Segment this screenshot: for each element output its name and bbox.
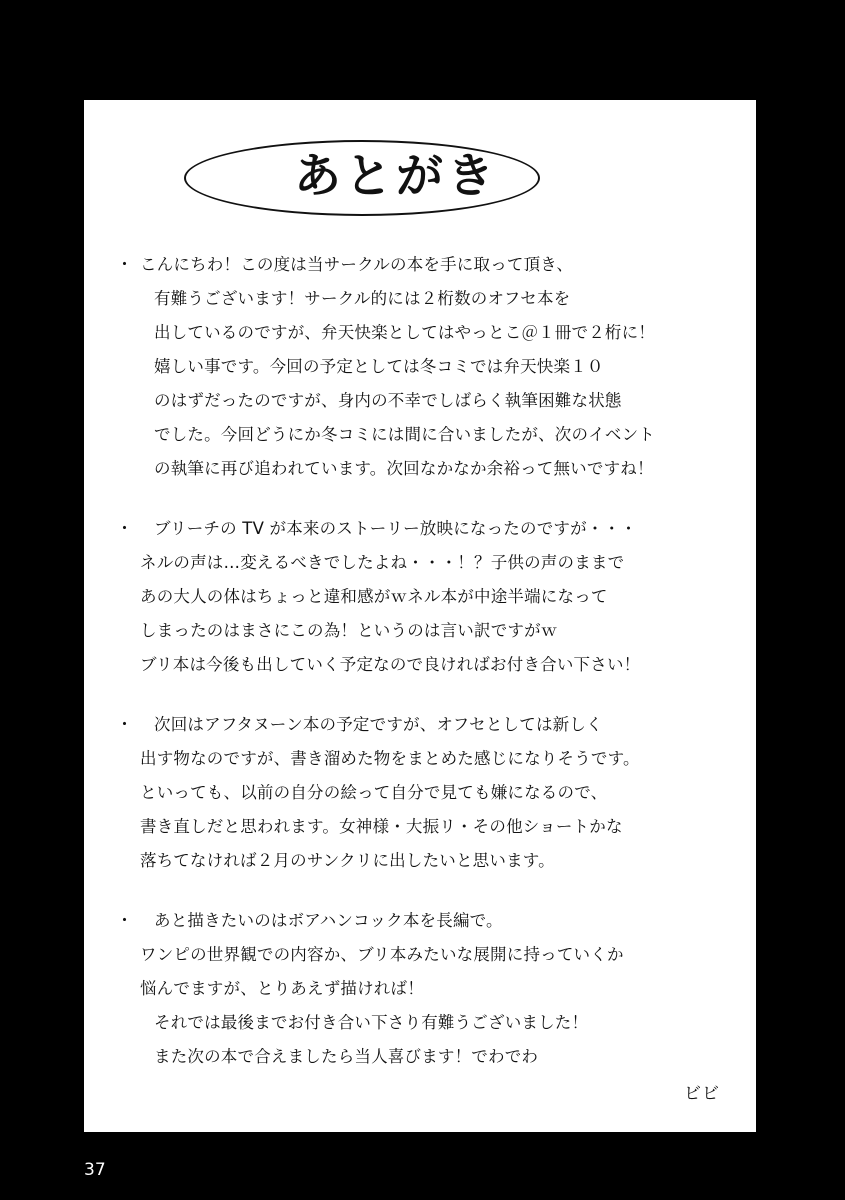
text-line: の執筆に再び追われています。次回なかなか余裕って無いですね！ <box>154 459 654 478</box>
paragraph-1 <box>116 248 736 486</box>
title-block <box>184 140 544 220</box>
paragraph-2 <box>116 512 736 682</box>
text-line: 書き直しだと思われます。女神様・大振リ・その他ショートかな <box>140 817 623 836</box>
paragraph-4 <box>116 904 736 1074</box>
text-line: ワンピの世界観での内容か、ブリ本みたいな展開に持っていくか <box>140 945 624 964</box>
author-signature: ビビ <box>684 1084 720 1104</box>
text-line: のはずだったのですが、身内の不幸でしばらく執筆困難な状態 <box>154 391 622 410</box>
paragraph-lines <box>140 248 736 486</box>
page-number: 37 <box>84 1160 106 1180</box>
text-line: でした。今回どうにか冬コミには間に合いましたが、次のイベント <box>154 425 655 444</box>
bullet-marker: ・ <box>116 519 133 538</box>
bullet-marker: ・ <box>116 715 133 734</box>
afterword-paper <box>84 100 756 1132</box>
paragraph-lines <box>140 512 736 682</box>
bullet-marker: ・ <box>116 911 133 930</box>
text-line: といっても、以前の自分の絵って自分で見ても嫌になるので、 <box>140 783 608 802</box>
text-line: 嬉しい事です。今回の予定としては冬コミでは弁天快楽１０ <box>154 357 604 376</box>
text-line: 出す物なのですが、書き溜めた物をまとめた感じになりそうです。 <box>140 749 640 768</box>
text-line: あと描きたいのはボアハンコック本を長編で。 <box>154 911 503 930</box>
text-line: ブリ本は今後も出していく予定なので良ければお付き合い下さい！ <box>140 655 641 674</box>
text-line: 悩んでますが、とりあえず描ければ！ <box>140 979 424 998</box>
text-line: 有難うございます！サークル的には２桁数のオフセ本を <box>154 289 571 308</box>
text-line: 出しているのですが、弁天快楽としてはやっとこ＠１冊で２桁に！ <box>154 323 655 342</box>
text-line: ブリーチの TV が本来のストーリー放映になったのですが・・・ <box>154 519 637 538</box>
paragraph-lines <box>140 904 736 1074</box>
text-line: 次回はアフタヌーン本の予定ですが、オフセとしては新しく <box>154 715 603 734</box>
text-line: 落ちてなければ２月のサンクリに出したいと思います。 <box>140 851 555 870</box>
bullet-marker: ・ <box>116 255 133 274</box>
text-line: しまったのはまさにこの為！というのは言い訳ですがｗ <box>140 621 558 640</box>
text-line: それでは最後までお付き合い下さり有難うございました！ <box>154 1013 589 1032</box>
text-line: こんにちわ！この度は当サークルの本を手に取って頂き、 <box>140 255 574 274</box>
paragraph-3 <box>116 708 736 878</box>
afterword-body <box>116 248 736 1100</box>
text-line: ネルの声は…変えるべきでしたよね・・・！？子供の声のままで <box>140 553 625 572</box>
text-line: また次の本で合えましたら当人喜びます！でわでわ <box>154 1047 539 1066</box>
text-line: あの大人の体はちょっと違和感がｗネル本が中途半端になって <box>140 587 608 606</box>
page-title: あとがき <box>294 149 498 204</box>
paragraph-lines <box>140 708 736 878</box>
